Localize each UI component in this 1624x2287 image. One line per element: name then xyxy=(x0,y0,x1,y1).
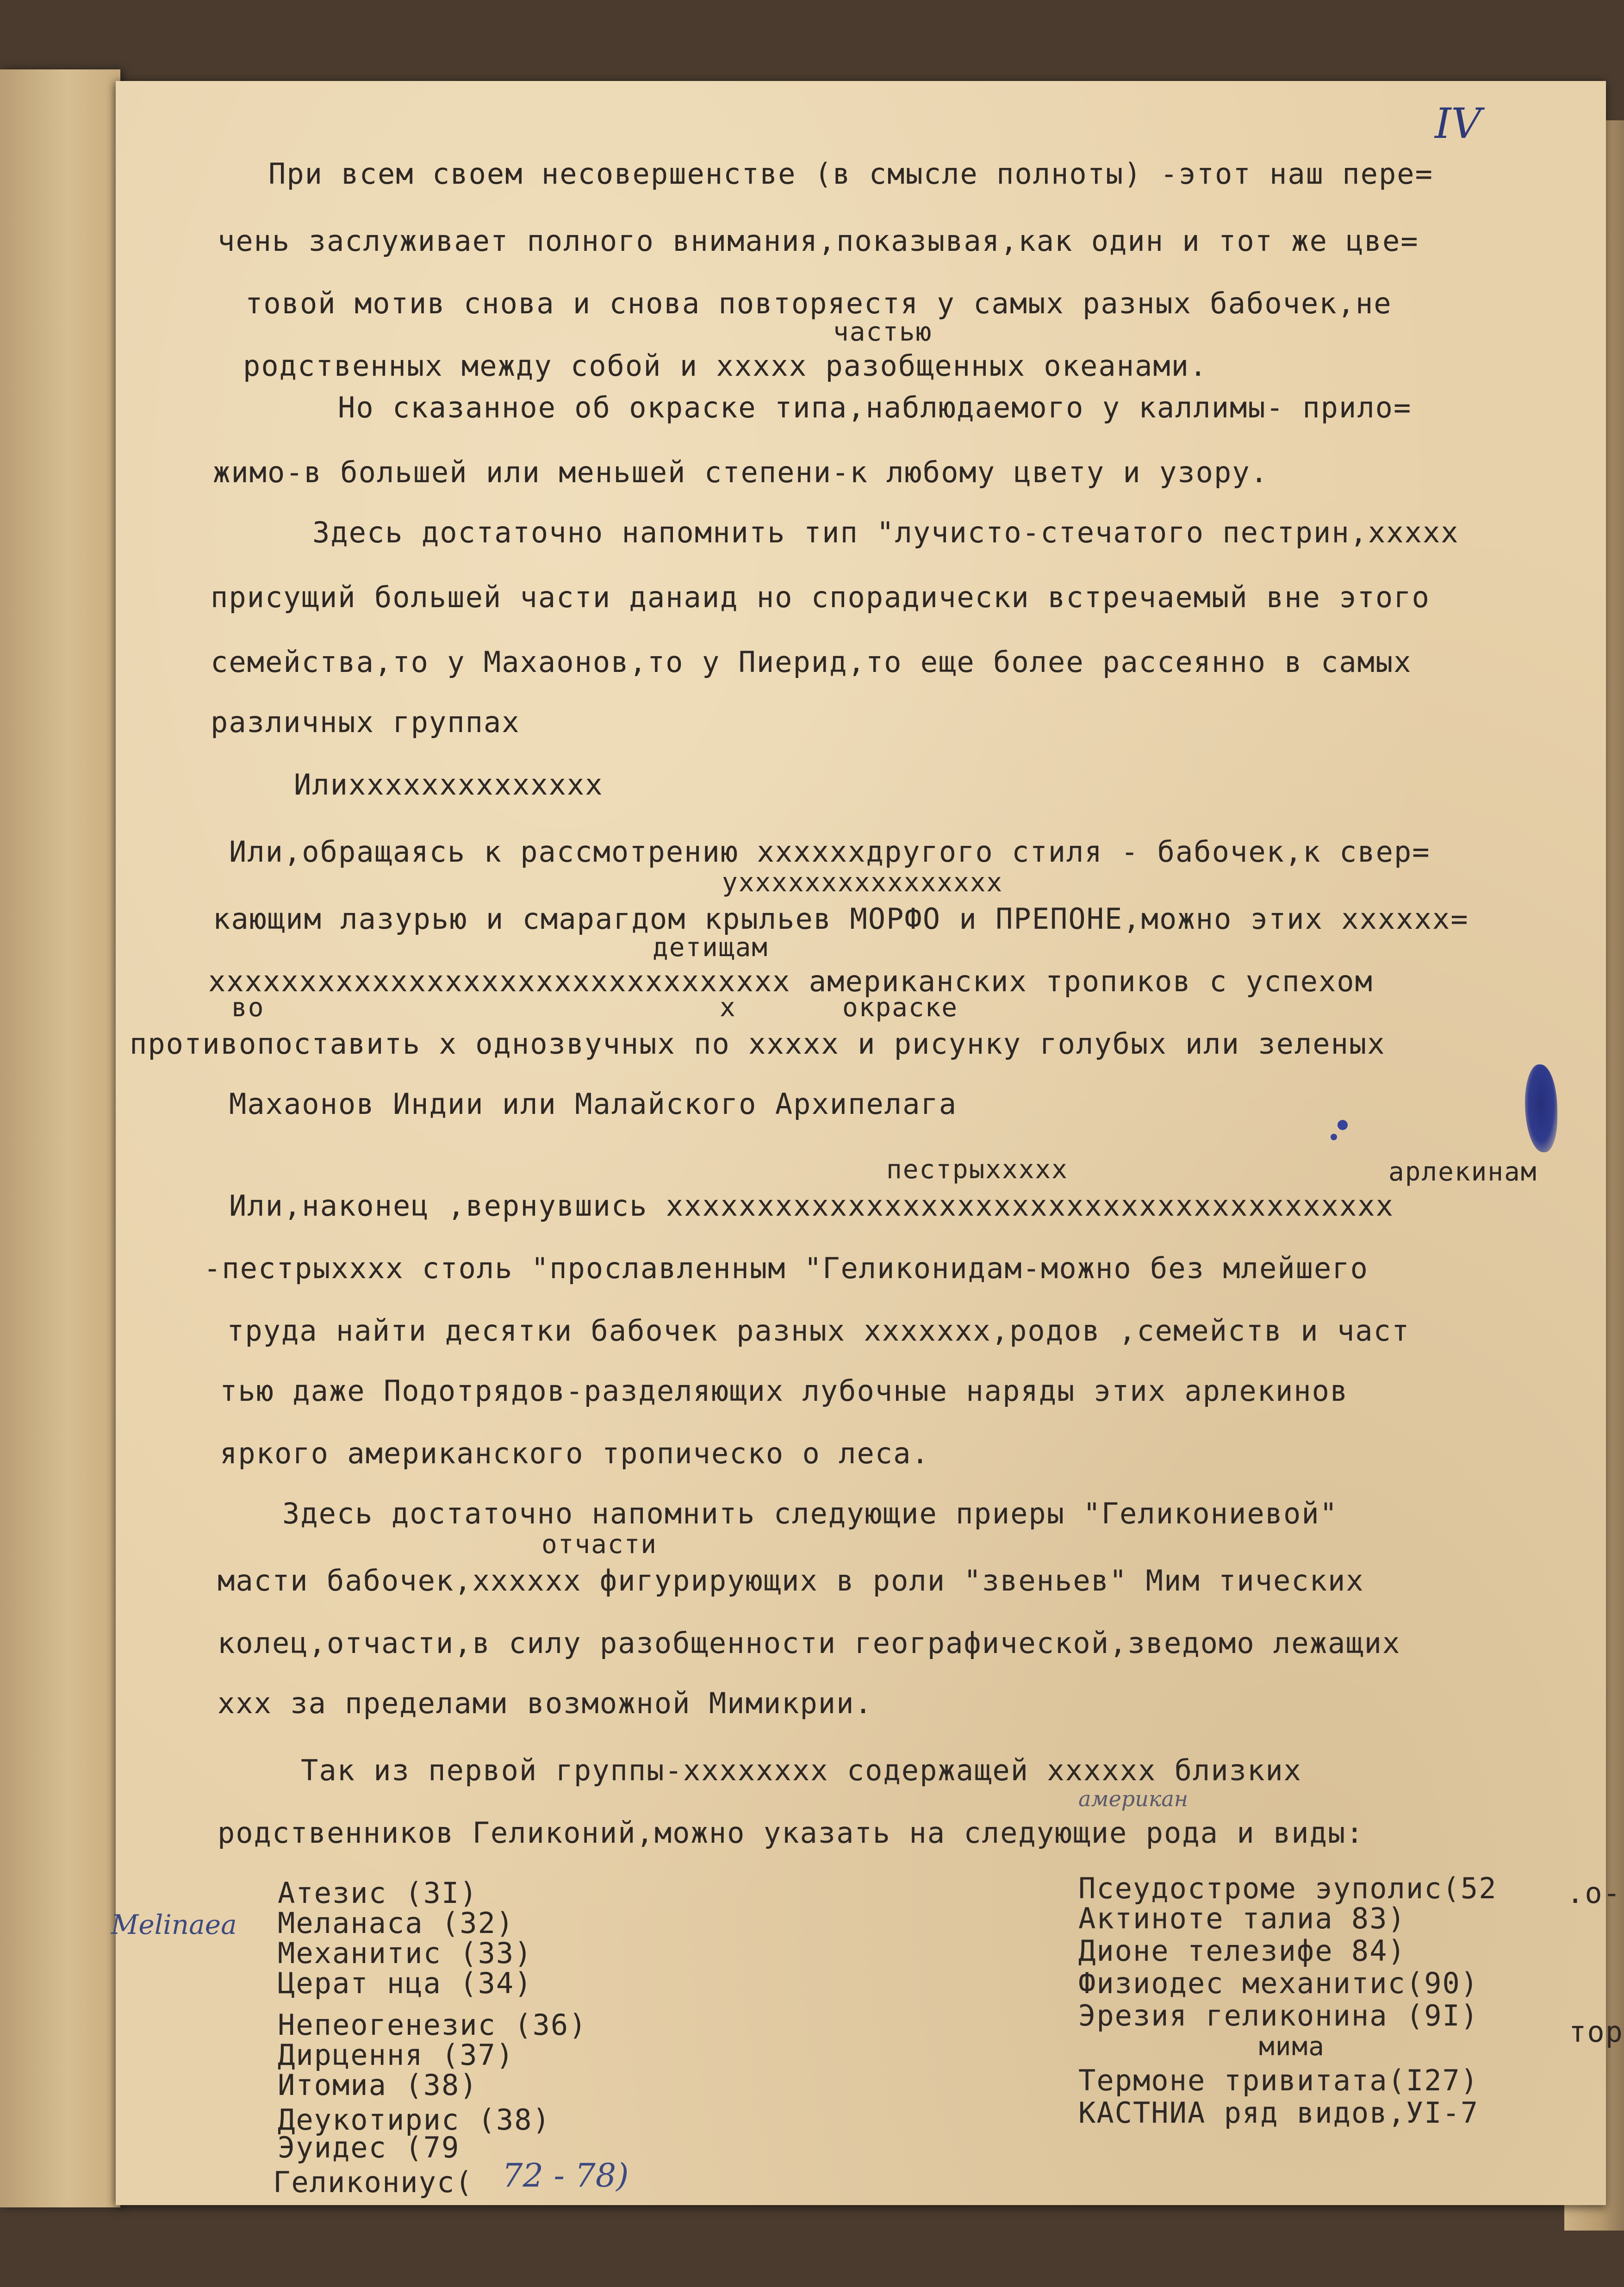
text-line: Здесь достаточно напомнить следующие приеры "Геликониевой" xyxy=(282,1497,1338,1530)
text-line: различных группах xyxy=(211,705,520,739)
species-item: Эрезия геликонина (9I) xyxy=(1078,1999,1479,2032)
text-line: Но сказанное об окраске типа,наблюдаемого у каллимы- прило= xyxy=(338,391,1412,424)
text-line: Так из первой группы-хххххххх содержащей хххххх близких xyxy=(301,1753,1302,1787)
species-item: КАСТНИА ряд видов,УI-7 xyxy=(1078,2096,1479,2130)
species-item: Эуидес (79 xyxy=(278,2131,460,2164)
text-line: тью даже Подотрядов-разделяющих лубочные наряды этих арлекинов xyxy=(220,1374,1349,1408)
text-line: масти бабочек,хххххх фигурирующих в роли "звеньев" Мим тических xyxy=(218,1564,1364,1597)
text-line: кающим лазурью и смарагдом крыльев МОРФО и ПРЕПОНЕ,можно этих хххххх= xyxy=(213,902,1469,936)
edge-text-fragment: тор xyxy=(1569,2015,1624,2049)
species-item: Физиодес механитис(90) xyxy=(1078,1966,1479,2000)
text-line: -пестрыхххх столь "прославленным "Геликонидам-можно без млейшего xyxy=(204,1251,1369,1285)
species-item: Термоне тривитата(I27) xyxy=(1078,2063,1479,2097)
text-line: хххххххххххххххххххххххххххххххх американских тропиков с успехом xyxy=(208,964,1373,998)
text-line: колец,отчасти,в силу разобщенности географической,зведомо лежащих xyxy=(218,1626,1401,1660)
ink-speck xyxy=(1338,1120,1348,1130)
margin-note: Melinaea xyxy=(111,1909,237,1940)
interlinear-insert: х xyxy=(720,993,736,1023)
text-line: Или,обращаясь к рассмотрению ххххххдругого стиля - бабочек,к свер= xyxy=(229,835,1431,869)
text-line: Здесь достаточно напомнить тип "лучисто-стечатого пестрин,ххххх xyxy=(312,516,1459,549)
text-line: Махаонов Индии или Малайского Архипелага xyxy=(229,1087,958,1121)
species-item: Итомиа (38) xyxy=(278,2068,478,2102)
text-line: противопоставить х однозвучных по ххххх и рисунку голубых или зеленых xyxy=(130,1027,1386,1061)
previous-leaf xyxy=(0,69,120,2207)
interlinear-insert: во xyxy=(231,993,265,1023)
interlinear-insert: детищам xyxy=(653,932,769,963)
text-line: Или,наконец ,вернувшись хххххххххххххххххххххххххххххххххххххххх xyxy=(229,1189,1394,1223)
text-line: ххх за пределами возможной Мимикрии. xyxy=(218,1686,873,1720)
edge-text-fragment: .о- xyxy=(1567,1876,1621,1910)
text-line: товой мотив снова и снова повторяестя у самых разных бабочек,не xyxy=(245,286,1392,320)
page-number: IV xyxy=(1435,99,1481,148)
species-item: Псеудостроме эуполис(52 xyxy=(1078,1871,1497,1905)
interlinear-insert: арлекинам xyxy=(1388,1157,1537,1187)
species-item: Атезис (3I) xyxy=(278,1876,478,1910)
handwritten-range: 72 - 78) xyxy=(502,2156,629,2194)
species-item: Актиноте талиа 83) xyxy=(1078,1902,1406,1935)
text-line: жимо-в большей или меньшей степени-к любому цвету и узору. xyxy=(213,455,1269,489)
species-item: Дионе телезифе 84) xyxy=(1078,1934,1406,1968)
interlinear-insert: окраске xyxy=(842,993,958,1023)
interlinear-insert: отчасти xyxy=(541,1529,658,1560)
text-line: чень заслуживает полного внимания,показывая,как один и тот же цве= xyxy=(218,224,1419,258)
species-item: Непеогенезис (36) xyxy=(278,2008,587,2042)
ink-speck xyxy=(1331,1134,1337,1140)
text-line: присущий большей части данаид но спорадически встречаемый вне этого xyxy=(211,580,1430,614)
text-line: родственников Геликоний,можно указать на следующие рода и виды: xyxy=(218,1816,1364,1850)
species-item: Меланаса (32) xyxy=(278,1906,515,1940)
text-line: родственных между собой и ххххх разобщенных океанами. xyxy=(243,349,1208,383)
interlinear-insert: пестрыххххх xyxy=(886,1155,1068,1185)
text-line: Илихххххххххххххх xyxy=(294,768,604,802)
text-line: При всем своем несовершенстве (в смысле полноты) -этот наш пере= xyxy=(268,157,1433,191)
text-line: труда найти десятки бабочек разных ххххххх,родов ,семейств и част xyxy=(227,1314,1410,1348)
species-item: Геликониус( xyxy=(273,2165,473,2199)
interlinear-insert: частью xyxy=(833,317,933,347)
species-item-note: мима xyxy=(1259,2032,1325,2062)
species-item: Церат нца (34) xyxy=(278,1966,533,2000)
species-item: Механитис (33) xyxy=(278,1936,533,1970)
species-item: Дирцення (37) xyxy=(278,2038,515,2072)
species-item: Деукотирис (38) xyxy=(278,2103,551,2137)
text-line: яркого американского тропическо о леса. xyxy=(220,1436,930,1470)
text-line: семейства,то у Махаонов,то у Пиерид,то еще более рассеянно в самых xyxy=(211,645,1412,679)
interlinear-insert: ухххххххххххххххх xyxy=(722,868,1003,898)
handwritten-insert: американ xyxy=(1078,1786,1188,1811)
